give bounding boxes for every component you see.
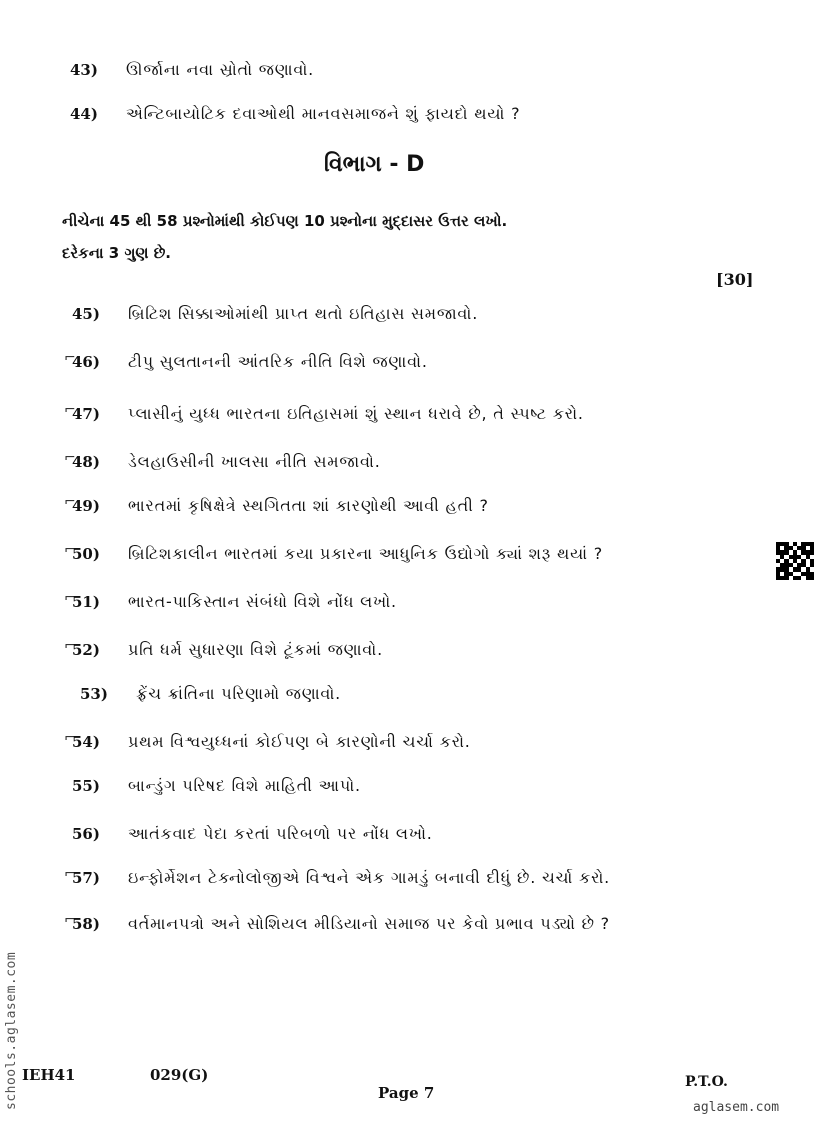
question-number: 48) (72, 453, 100, 471)
question-number: 43) (70, 61, 98, 79)
question-number: 52) (72, 641, 100, 659)
paper-code: IEH41 (22, 1066, 76, 1084)
question-text: એન્ટિબાયોટિક દવાઓથી માનવસમાજને શું ફાયદો થયો ? (126, 104, 521, 123)
section-heading: વિભાગ - D (324, 152, 425, 177)
question-number: 44) (70, 105, 98, 123)
section-marks: [30] (716, 270, 754, 289)
question-number: 50) (72, 545, 100, 563)
please-turn-over: P.T.O. (685, 1074, 728, 1090)
question-text: ફ્રેંચ ક્રાંતિના પરિણામો જણાવો. (136, 684, 342, 703)
check-mark-icon: ⌐ (64, 866, 76, 882)
check-mark-icon: ⌐ (64, 350, 76, 366)
subject-code: 029(G) (150, 1066, 209, 1084)
question-text: પ્રતિ ધર્મ સુધારણા વિશે ટૂંકમાં જણાવો. (128, 640, 383, 659)
question-text: વર્તમાનપત્રો અને સોશિયલ મીડિયાનો સમાજ પર કેવો પ્રભાવ પડ્યો છે ? (128, 914, 610, 933)
question-number: 55) (72, 777, 100, 795)
question-text: ભારતમાં કૃષિક્ષેત્રે સ્થગિતતા શાં કારણોથી આવી હતી ? (128, 496, 489, 515)
question-text: બ્રિટિશકાલીન ભારતમાં કયા પ્રકારના આધુનિક ઉદ્યોગો ક્યાં શરૂ થયાં ? (128, 544, 604, 563)
question-number: 51) (72, 593, 100, 611)
question-text: બ્રિટિશ સિક્કાઓમાંથી પ્રાપ્ત થતો ઇતિહાસ સમજાવો. (128, 304, 479, 323)
check-mark-icon: ⌐ (64, 450, 76, 466)
question-text: પ્લાસીનું યુધ્ધ ભારતના ઇતિહાસમાં શું સ્થાન ધરાવે છે, તે સ્પષ્ટ કરો. (128, 404, 584, 423)
check-mark-icon: ⌐ (64, 494, 76, 510)
question-number: 58) (72, 915, 100, 933)
question-number: 45) (72, 305, 100, 323)
page-number: Page 7 (378, 1084, 435, 1102)
question-text: ટીપુ સુલતાનની આંતરિક નીતિ વિશે જણાવો. (128, 352, 428, 371)
question-text: આતંકવાદ પેદા કરતાં પરિબળો પર નોંધ લખો. (128, 824, 433, 843)
question-number: 54) (72, 733, 100, 751)
check-mark-icon: ⌐ (64, 638, 76, 654)
question-text: બાન્ડુંગ પરિષદ વિશે માહિતી આપો. (128, 776, 361, 795)
question-text: ઇન્ફોર્મેશન ટેક્નોલોજીએ વિશ્વને એક ગામડું બનાવી દીધું છે. ચર્ચા કરો. (128, 868, 611, 887)
question-text: ડેલહાઉસીની ખાલસા નીતિ સમજાવો. (128, 452, 381, 471)
section-instruction: નીચેના 45 થી 58 પ્રશ્નોમાંથી કોઈપણ 10 પ્રશ્નોના મુદ્દાસર ઉત્તર લખો. (62, 212, 508, 230)
question-number: 47) (72, 405, 100, 423)
side-watermark: schools.aglasem.com (4, 951, 19, 1110)
check-mark-icon: ⌐ (64, 542, 76, 558)
question-number: 49) (72, 497, 100, 515)
bottom-watermark: aglasem.com (693, 1100, 780, 1115)
check-mark-icon: ⌐ (64, 402, 76, 418)
check-mark-icon: ⌐ (64, 590, 76, 606)
section-instruction-marks: દરેકના 3 ગુણ છે. (62, 244, 172, 262)
check-mark-icon: ⌐ (64, 912, 76, 928)
question-number: 56) (72, 825, 100, 843)
question-number: 57) (72, 869, 100, 887)
qr-code-icon (776, 542, 814, 580)
question-number: 53) (80, 685, 108, 703)
question-text: ઊર્જાના નવા સ્રોતો જણાવો. (126, 60, 315, 79)
question-number: 46) (72, 353, 100, 371)
question-text: પ્રથમ વિશ્વયુધ્ધનાં કોઈપણ બે કારણોની ચર્ચા કરો. (128, 732, 471, 751)
question-text: ભારત-પાકિસ્તાન સંબંધો વિશે નોંધ લખો. (128, 592, 397, 611)
check-mark-icon: ⌐ (64, 730, 76, 746)
